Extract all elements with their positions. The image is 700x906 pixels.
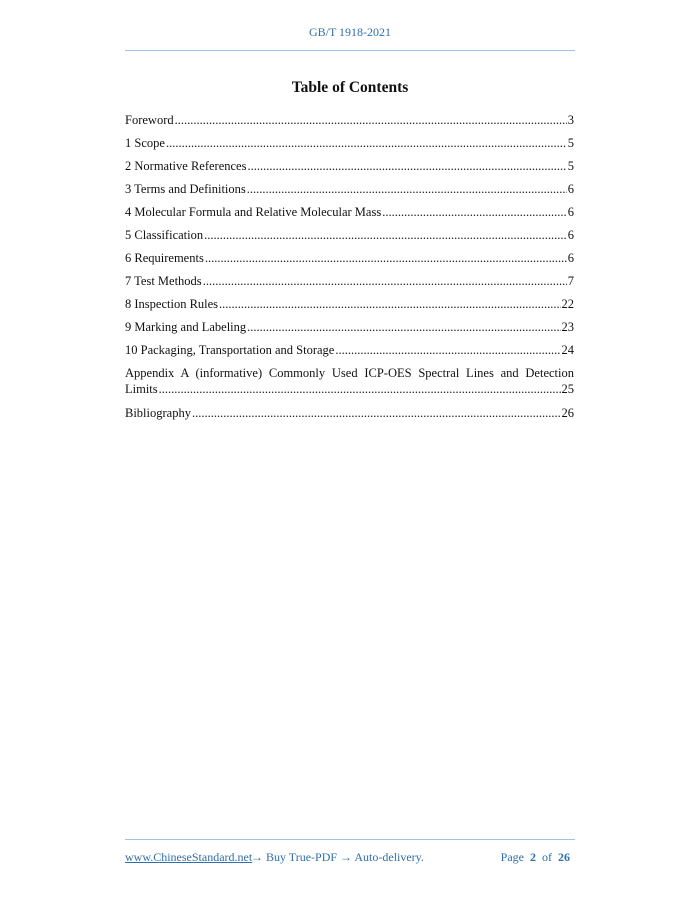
toc-entry-label: 5 Classification: [125, 228, 204, 242]
toc-entry-page: 6: [567, 182, 574, 196]
toc-entry-molecular-formula[interactable]: [125, 204, 574, 227]
toc-entry-classification[interactable]: [125, 227, 574, 250]
toc-entry-label: 1 Scope: [125, 136, 165, 150]
dot-leader: [335, 342, 560, 358]
toc-entry-label: 9 Marking and Labeling: [125, 320, 247, 334]
toc-entry-label: 8 Inspection Rules: [125, 297, 219, 311]
toc-entry-page: 5: [567, 159, 574, 173]
table-of-contents: [125, 112, 574, 428]
dot-leader: [205, 250, 567, 266]
toc-entry-label: 2 Normative References: [125, 159, 247, 173]
toc-entry-page: 5: [567, 136, 574, 150]
footer-tagline: → Buy True-PDF → Auto-delivery.: [251, 850, 424, 864]
toc-entry-page: 22: [561, 297, 574, 311]
dot-leader: [175, 112, 567, 128]
toc-entry-bibliography[interactable]: [125, 405, 574, 428]
toc-entry-scope[interactable]: [125, 135, 574, 158]
toc-entry-label: 3 Terms and Definitions: [125, 182, 246, 196]
toc-entry-page: 24: [561, 343, 574, 357]
dot-leader: [204, 227, 567, 243]
toc-entry-label-line2: Limits: [125, 382, 158, 396]
dot-leader: [166, 135, 567, 151]
toc-entry-page: 26: [561, 406, 574, 420]
toc-entry-appendix-a[interactable]: [125, 365, 574, 397]
toc-entry-inspection-rules[interactable]: [125, 296, 574, 319]
toc-entry-label: 7 Test Methods: [125, 274, 202, 288]
toc-entry-terms-and-definitions[interactable]: [125, 181, 574, 204]
toc-entry-label: 6 Requirements: [125, 251, 204, 265]
total-pages-number: 26: [558, 850, 570, 864]
toc-entry-label: 4 Molecular Formula and Relative Molecular Mass: [125, 205, 382, 219]
dot-leader: [247, 181, 567, 197]
dot-leader: [192, 405, 561, 421]
toc-title: Table of Contents: [291, 79, 409, 96]
of-word: of: [542, 850, 552, 864]
toc-entry-label: 10 Packaging, Transportation and Storage: [125, 343, 335, 357]
dot-leader: [247, 319, 560, 335]
toc-entry-page: 25: [561, 382, 574, 396]
toc-entry-label-line1: Appendix A (informative) Commonly Used ICP-OES Spectral Lines and Detection: [125, 366, 574, 380]
toc-entry-page: 3: [567, 113, 574, 127]
dot-leader: [203, 273, 567, 289]
toc-entry-page: 23: [561, 320, 574, 334]
page-word: Page: [500, 850, 524, 864]
dot-leader: [219, 296, 560, 312]
toc-entry-page: 6: [567, 251, 574, 265]
toc-entry-test-methods[interactable]: [125, 273, 574, 296]
toc-entry-normative-references[interactable]: [125, 158, 574, 181]
current-page-number: 2: [530, 850, 536, 864]
header-divider: [125, 50, 575, 51]
toc-entry-page: 6: [567, 228, 574, 242]
toc-entry-page: 7: [567, 274, 574, 288]
toc-entry-foreword[interactable]: [125, 112, 574, 135]
toc-entry-marking-and-labeling[interactable]: [125, 319, 574, 342]
website-link[interactable]: www.ChineseStandard.net: [125, 850, 253, 864]
toc-entry-page: 6: [567, 205, 574, 219]
dot-leader: [159, 381, 561, 397]
toc-entry-requirements[interactable]: [125, 250, 574, 273]
page-number-indicator: [501, 850, 570, 865]
toc-entry-packaging[interactable]: [125, 342, 574, 365]
dot-leader: [247, 158, 566, 174]
footer-divider: [125, 839, 575, 840]
dot-leader: [382, 204, 567, 220]
toc-entry-label: Foreword: [125, 113, 174, 127]
page-header-doc-code: GB/T 1918-2021: [308, 25, 392, 39]
toc-entry-label: Bibliography: [125, 406, 191, 420]
